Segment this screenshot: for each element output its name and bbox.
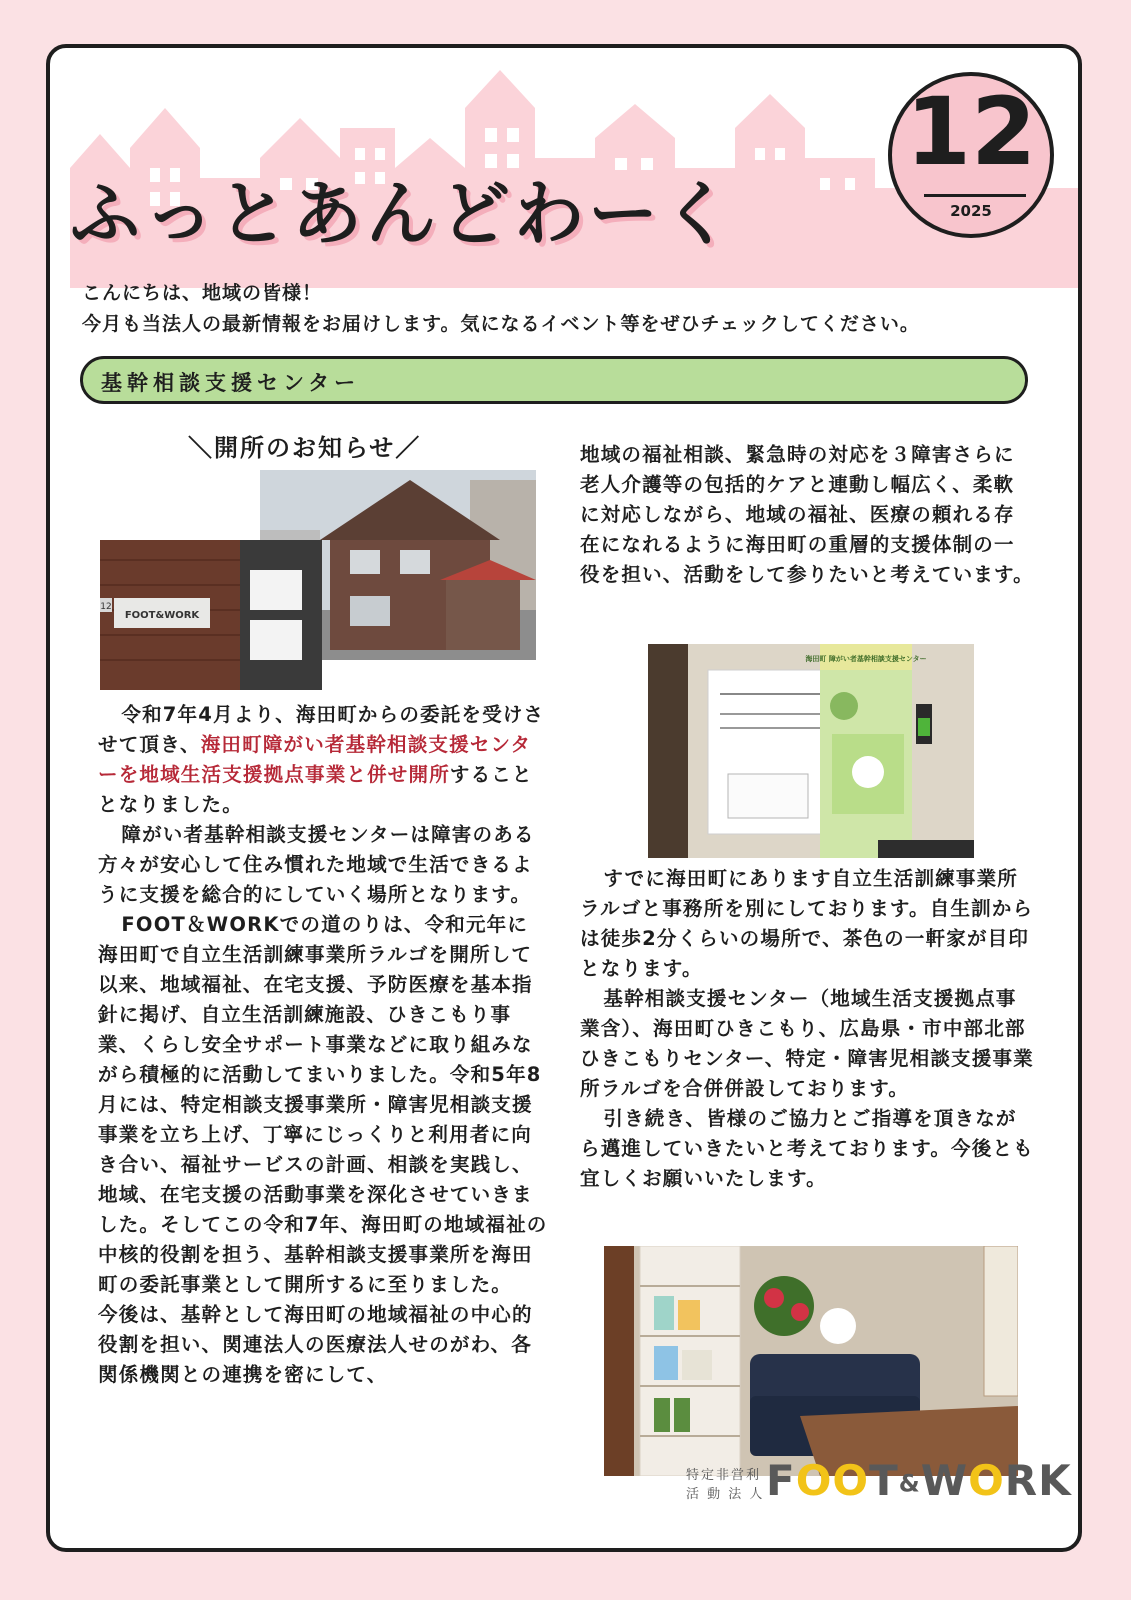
section-title: 基幹相談支援センター xyxy=(101,371,361,395)
left-p1-highlight: 海田町障がい者基幹相談支援センターを地域生活支援拠点事業と併せ開所 xyxy=(98,733,532,786)
left-p1-end: することとなりました。 xyxy=(98,763,533,816)
logo-letter: O xyxy=(795,1456,833,1505)
left-paragraph-1 xyxy=(98,700,548,820)
org-type-line-1: 特定非営利 xyxy=(686,1468,762,1483)
issue-year: 2025 xyxy=(950,202,992,220)
left-column xyxy=(98,700,548,1390)
issue-number: 12 xyxy=(905,78,1037,187)
right-paragraph-2: すでに海田町にあります自立生活訓練事業所ラルゴと事務所を別にしております。自生訓からは徒歩2分くらいの場所で、茶色の一軒家が目印となります。 xyxy=(580,867,1034,980)
issue-divider xyxy=(924,194,1026,197)
right-paragraph-1: 地域の福祉相談、緊急時の対応を３障害さらに老人介護等の包括的ケアと連動し幅広く、柔軟に対応しながら、地域の福祉、医療の頼れる存在になれるように海田町の重層的支援体制の一役を担い、活動をして参りたいと考えています。 xyxy=(580,443,1034,586)
poster-title-text: 海田町 障がい者基幹相談支援センター xyxy=(805,655,927,663)
newsletter-title: ふっとあんどわーく xyxy=(70,173,736,255)
logo-letter: O xyxy=(968,1456,1005,1505)
right-column-bottom xyxy=(580,864,1034,1194)
intro-text xyxy=(82,278,920,340)
logo-letter: T xyxy=(869,1456,899,1505)
issue-number-badge xyxy=(888,72,1054,238)
logo-letter: & xyxy=(898,1469,921,1498)
left-p1-start: 令和7年4月より、海田町からの委託を受けさせて頂き、 xyxy=(98,703,545,756)
logo-letter: O xyxy=(832,1456,870,1505)
logo-letter: R xyxy=(1004,1456,1039,1505)
intro-greeting: こんにちは、地域の皆様！ xyxy=(82,282,323,304)
left-paragraph-3: FOOT＆WORKでの道のりは、令和元年に海田町で自立生活訓練事業所ラルゴを開所して以来、地域福祉、在宅支援、予防医療を基本指針に掲げ、自立生活訓練施設、ひきこもり事業、くらし安全サポート事業などに取り組みながら積極的に活動してまいりました。令和5年8月には、特定相談支援事業所・障害児相談支援事業を立ち上げ、丁寧にじっくりと利用者に向き合い、福祉サービスの計画、相談を実践し、地域、在宅支援の活動事業を深化させていきました。そしてこの令和7年、海田町の地域福祉の中核的役割を担う、基幹相談支援事業所を海田町の委託事業として開所するに至りました。 xyxy=(98,913,548,1296)
right-paragraph-3: 基幹相談支援センター（地域生活支援拠点事業含）、海田町ひきこもり、広島県・市中部北部ひきこもりセンター、特定・障害児相談支援事業所ラルゴを合併併設しております。 xyxy=(580,987,1034,1100)
section-subheading: ＼開所のお知らせ／ xyxy=(188,434,422,462)
right-paragraph-4: 引き続き、皆様のご協力とご指導を頂きながら邁進していきたいと考えております。今後とも宜しくお願いいたします。 xyxy=(580,1107,1034,1190)
logo-letter: K xyxy=(1038,1456,1072,1505)
logo-letter: F xyxy=(766,1456,796,1505)
left-paragraph-4: 今後は、基幹として海田町の地域福祉の中心的役割を担い、関連法人の医療法人せのがわ、各関係機関との連携を密にして、 xyxy=(98,1303,533,1386)
gate-number-text: 12 xyxy=(100,602,112,612)
foot-and-work-logo xyxy=(766,1456,1072,1505)
org-type-line-2: 活 動 法 人 xyxy=(686,1487,765,1502)
office-interior-photo xyxy=(604,1246,1018,1476)
section-header-bar xyxy=(80,356,1028,404)
right-column-top xyxy=(580,440,1034,590)
entrance-gate-photo xyxy=(100,540,322,690)
gate-sign-text: FOOT&WORK xyxy=(124,610,200,621)
intro-message: 今月も当法人の最新情報をお届けします。気になるイベント等をぜひチェックしてください。 xyxy=(82,313,920,335)
poster-wall-photo xyxy=(648,644,974,858)
logo-letter: W xyxy=(920,1456,969,1505)
left-paragraph-2: 障がい者基幹相談支援センターは障害のある方々が安心して住み慣れた地域で生活できるように支援を総合的にしていく場所となります。 xyxy=(98,823,535,906)
newsletter-frame xyxy=(46,44,1082,1552)
org-type-label xyxy=(686,1466,764,1504)
